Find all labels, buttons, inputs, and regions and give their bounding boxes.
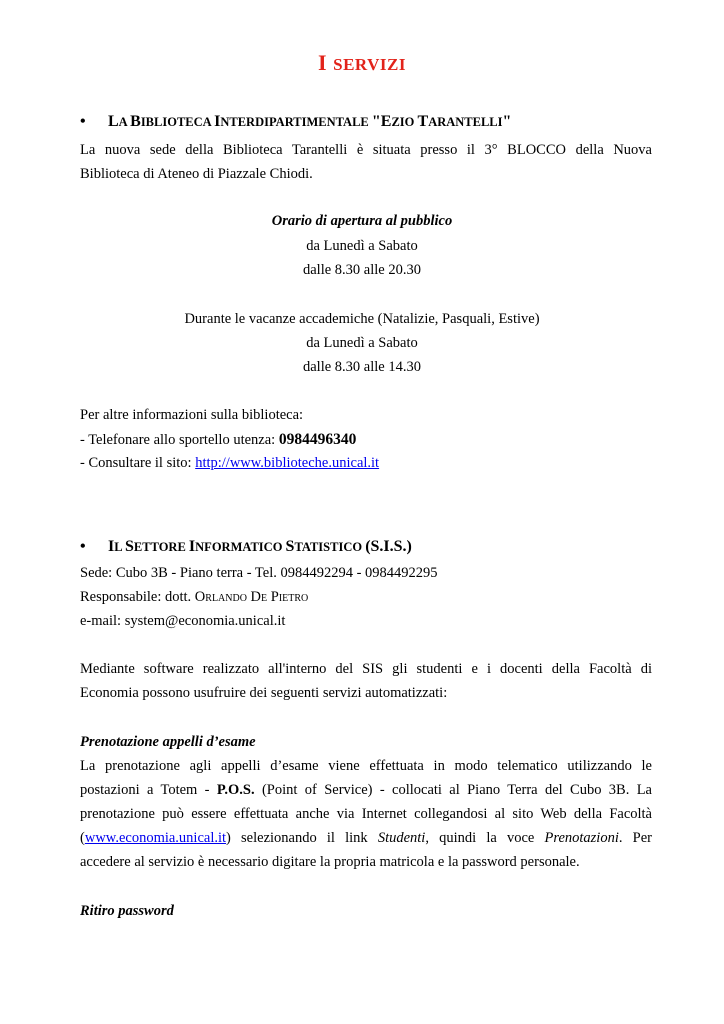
intro-line-1: La nuova sede della Biblioteca Tarantelli è situata presso il 3° BLOCCO della Nuova bbox=[80, 142, 652, 158]
vacation-time: dalle 8.30 alle 14.30 bbox=[303, 359, 421, 375]
section-heading-biblioteca bbox=[80, 113, 511, 131]
title-initial: I bbox=[318, 50, 328, 75]
prenotazione-title: Prenotazione appelli d’esame bbox=[80, 734, 256, 750]
site-line bbox=[80, 455, 652, 472]
hours-days: da Lunedì a Sabato bbox=[306, 238, 418, 254]
sis-email: e-mail: system@economia.unical.it bbox=[80, 613, 286, 629]
intro-line-2: Biblioteca di Ateneo di Piazzale Chiodi. bbox=[80, 166, 313, 182]
bullet-icon: • bbox=[80, 538, 86, 555]
pren-line-1: La prenotazione agli appelli d’esame viene effettuata in modo telematico utilizzando le bbox=[80, 758, 652, 774]
hours-time: dalle 8.30 alle 20.30 bbox=[303, 262, 421, 278]
info-intro: Per altre informazioni sulla biblioteca: bbox=[80, 407, 304, 423]
ritiro-title: Ritiro password bbox=[80, 903, 174, 919]
vacation-days: da Lunedì a Sabato bbox=[306, 335, 418, 351]
phone-line bbox=[80, 431, 652, 449]
economia-site-link[interactable]: www.economia.unical.it bbox=[84, 830, 227, 846]
sis-sede: Sede: Cubo 3B - Piano terra - Tel. 0984492294 - 0984492295 bbox=[80, 565, 438, 581]
heading-text: LA BIBLIOTECA INTERDIPARTIMENTALE "EZIO TARANTELLI" bbox=[108, 113, 512, 130]
services-line-2: Economia possono usufruire dei seguenti servizi automatizzati: bbox=[80, 685, 448, 701]
page-title bbox=[0, 50, 724, 76]
pren-line-4: (www.economia.unical.it) selezionando il link Studenti, quindi la voce Prenotazioni. Per bbox=[80, 830, 652, 846]
heading-text: IL SETTORE INFORMATICO STATISTICO (S.I.S.) bbox=[108, 538, 412, 555]
pren-line-2: postazioni a Totem - P.O.S. (Point of Service) - collocati al Piano Terra del Cubo 3B. La bbox=[80, 782, 652, 798]
responsabile-name: Orlando De Pietro bbox=[194, 589, 309, 605]
biblioteca-site-link[interactable]: http://www.biblioteche.unical.it bbox=[195, 455, 380, 471]
section-heading-sis bbox=[80, 538, 412, 556]
title-rest: SERVIZI bbox=[333, 55, 406, 74]
vacation-title: Durante le vacanze accademiche (Natalizie, Pasquali, Estive) bbox=[184, 311, 540, 327]
site-label: - Consultare il sito: bbox=[80, 455, 196, 471]
sis-responsabile: Responsabile: dott. Orlando De Pietro bbox=[80, 589, 309, 605]
pren-line-3: prenotazione può essere effettuata anche via Internet collegandosi al sito Web della Facoltà bbox=[80, 806, 652, 822]
pren-line-5: accedere al servizio è necessario digitare la propria matricola e la password personale. bbox=[80, 854, 580, 870]
phone-number: 0984496340 bbox=[278, 431, 357, 448]
bullet-icon: • bbox=[80, 113, 86, 130]
services-line-1: Mediante software realizzato all'interno del SIS gli studenti e i docenti della Facoltà di bbox=[80, 661, 652, 677]
hours-title: Orario di apertura al pubblico bbox=[271, 213, 453, 229]
phone-label: - Telefonare allo sportello utenza: bbox=[80, 432, 279, 448]
